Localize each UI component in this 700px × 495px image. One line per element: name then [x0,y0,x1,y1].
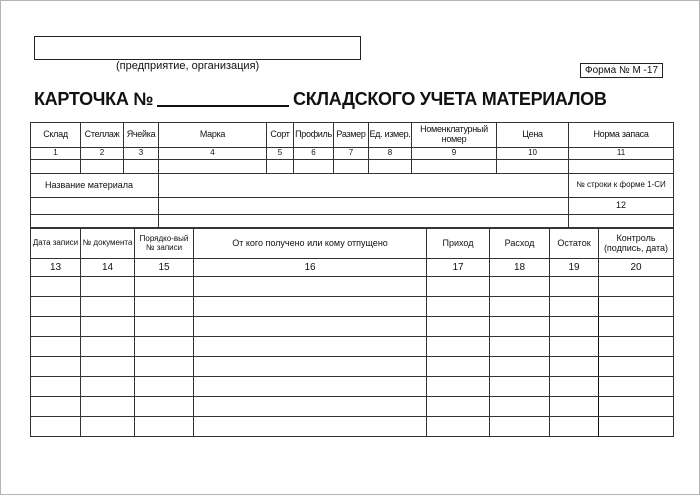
entry-cell[interactable] [490,277,550,297]
entry-cell[interactable] [194,377,427,397]
col-number: 20 [599,259,674,277]
col-number: 5 [267,148,294,160]
table-row [31,357,674,377]
table-row [31,297,674,317]
entry-cell[interactable] [599,377,674,397]
entry-cell[interactable] [427,277,490,297]
entry-cell[interactable] [31,317,81,337]
entry-cell[interactable] [490,317,550,337]
row-ref-entry-row [31,215,674,228]
entry-cell[interactable] [550,297,599,317]
top-number-row [31,148,674,160]
organization-caption: (предприятие, организация) [116,60,260,72]
row-ref-field[interactable] [569,215,674,228]
entry-cell[interactable] [599,317,674,337]
header-price: Цена [497,123,569,148]
entry-cell[interactable] [427,337,490,357]
table-row [31,397,674,417]
header-yacheyka: Ячейка [124,123,159,148]
entry-cell[interactable] [135,377,194,397]
entry-cell[interactable] [599,417,674,437]
col-number: 6 [294,148,334,160]
entry-cell[interactable] [194,277,427,297]
col-number: 16 [194,259,427,277]
page-title [34,89,607,110]
col-number: 17 [427,259,490,277]
entry-cell[interactable] [194,357,427,377]
col-number: 9 [412,148,497,160]
entry-cell[interactable] [135,277,194,297]
entry-cell[interactable] [124,160,159,174]
col-number: 10 [497,148,569,160]
entry-cell[interactable] [31,277,81,297]
entry-cell[interactable] [427,297,490,317]
col-number: 7 [334,148,369,160]
material-name-label: Название материала [31,174,159,198]
table-row [31,337,674,357]
movement-number-row [31,259,674,277]
movement-rows [31,277,674,437]
entry-cell[interactable] [490,297,550,317]
col-number: 8 [369,148,412,160]
entry-cell[interactable] [490,377,550,397]
entry-cell[interactable] [497,160,569,174]
header-record-date: Дата записи [31,229,81,259]
entry-cell[interactable] [550,277,599,297]
row-ref-number: 12 [569,198,674,215]
entry-cell[interactable] [569,160,674,174]
col-number: 3 [124,148,159,160]
entry-cell[interactable] [427,397,490,417]
entry-cell[interactable] [490,337,550,357]
header-marka: Марка [159,123,267,148]
form-number-badge: Форма № М -17 [580,63,663,78]
title-left: КАРТОЧКА № [34,89,154,109]
entry-cell[interactable] [490,357,550,377]
entry-cell[interactable] [194,297,427,317]
entry-cell[interactable] [599,297,674,317]
col-number: 15 [135,259,194,277]
entry-cell[interactable] [550,337,599,357]
table-row [31,317,674,337]
entry-cell[interactable] [550,397,599,417]
top-header-row [31,123,674,148]
entry-cell[interactable] [135,397,194,417]
entry-cell[interactable] [599,277,674,297]
row-ref-number-row [31,198,674,215]
entry-cell[interactable] [81,297,135,317]
col-number: 13 [31,259,81,277]
entry-cell[interactable] [81,357,135,377]
entry-cell[interactable] [159,160,267,174]
entry-cell[interactable] [194,337,427,357]
entry-cell[interactable] [550,357,599,377]
col-number: 1 [31,148,81,160]
header-nomenclature: Номенклатурный номер [412,123,497,148]
entry-cell[interactable] [81,397,135,417]
entry-cell[interactable] [294,160,334,174]
entry-cell[interactable] [194,317,427,337]
entry-cell[interactable] [81,317,135,337]
col-number: 2 [81,148,124,160]
blank-cell [159,215,569,228]
header-razmer: Размер [334,123,369,148]
header-unit: Ед. измер. [369,123,412,148]
header-document-number: № документа [81,229,135,259]
entry-cell[interactable] [31,377,81,397]
header-expense: Расход [490,229,550,259]
entry-cell[interactable] [31,397,81,417]
header-sort: Сорт [267,123,294,148]
entry-cell[interactable] [427,417,490,437]
entry-cell[interactable] [550,417,599,437]
entry-cell[interactable] [194,397,427,417]
entry-cell[interactable] [369,160,412,174]
header-sklad: Склад [31,123,81,148]
material-info-table [30,122,674,228]
entry-cell[interactable] [31,357,81,377]
material-name-field[interactable] [159,174,569,198]
blank-cell [31,198,159,215]
table-row [31,417,674,437]
entry-cell[interactable] [550,317,599,337]
material-name-row [31,174,674,198]
entry-cell[interactable] [135,337,194,357]
header-stellazh: Стеллаж [81,123,124,148]
entry-cell[interactable] [267,160,294,174]
header-record-sequence: Порядко-вый № записи [135,229,194,259]
entry-cell[interactable] [135,297,194,317]
card-number-field[interactable] [157,89,289,107]
entry-cell[interactable] [427,317,490,337]
movement-header-row [31,229,674,259]
header-control: Контроль (подпись, дата) [599,229,674,259]
entry-cell[interactable] [490,417,550,437]
entry-cell[interactable] [31,337,81,357]
blank-cell [31,215,159,228]
header-balance: Остаток [550,229,599,259]
header-stock-norm: Норма запаса [569,123,674,148]
col-number: 18 [490,259,550,277]
header-income: Приход [427,229,490,259]
entry-cell[interactable] [334,160,369,174]
entry-cell[interactable] [31,160,81,174]
entry-cell[interactable] [599,397,674,417]
col-number: 14 [81,259,135,277]
entry-cell[interactable] [427,357,490,377]
organization-field[interactable] [34,36,361,60]
entry-cell[interactable] [31,297,81,317]
header-from-to: От кого получено или кому отпущено [194,229,427,259]
entry-cell[interactable] [31,417,81,437]
movement-table [30,228,674,437]
table-row [31,277,674,297]
entry-cell[interactable] [81,337,135,357]
entry-cell[interactable] [599,337,674,357]
entry-cell[interactable] [135,357,194,377]
header-profil: Профиль [294,123,334,148]
entry-cell[interactable] [135,417,194,437]
entry-cell[interactable] [194,417,427,437]
entry-cell[interactable] [427,377,490,397]
top-entry-row [31,160,674,174]
entry-cell[interactable] [135,317,194,337]
entry-cell[interactable] [81,277,135,297]
col-number: 11 [569,148,674,160]
col-number: 4 [159,148,267,160]
title-right: СКЛАДСКОГО УЧЕТА МАТЕРИАЛОВ [293,89,607,109]
entry-cell[interactable] [599,357,674,377]
col-number: 19 [550,259,599,277]
row-ref-label: № строки к форме 1-СИ [569,174,674,198]
entry-cell[interactable] [412,160,497,174]
material-name-field-continued[interactable] [159,198,569,215]
entry-cell[interactable] [81,160,124,174]
entry-cell[interactable] [490,397,550,417]
table-row [31,377,674,397]
entry-cell[interactable] [550,377,599,397]
entry-cell[interactable] [81,377,135,397]
entry-cell[interactable] [81,417,135,437]
